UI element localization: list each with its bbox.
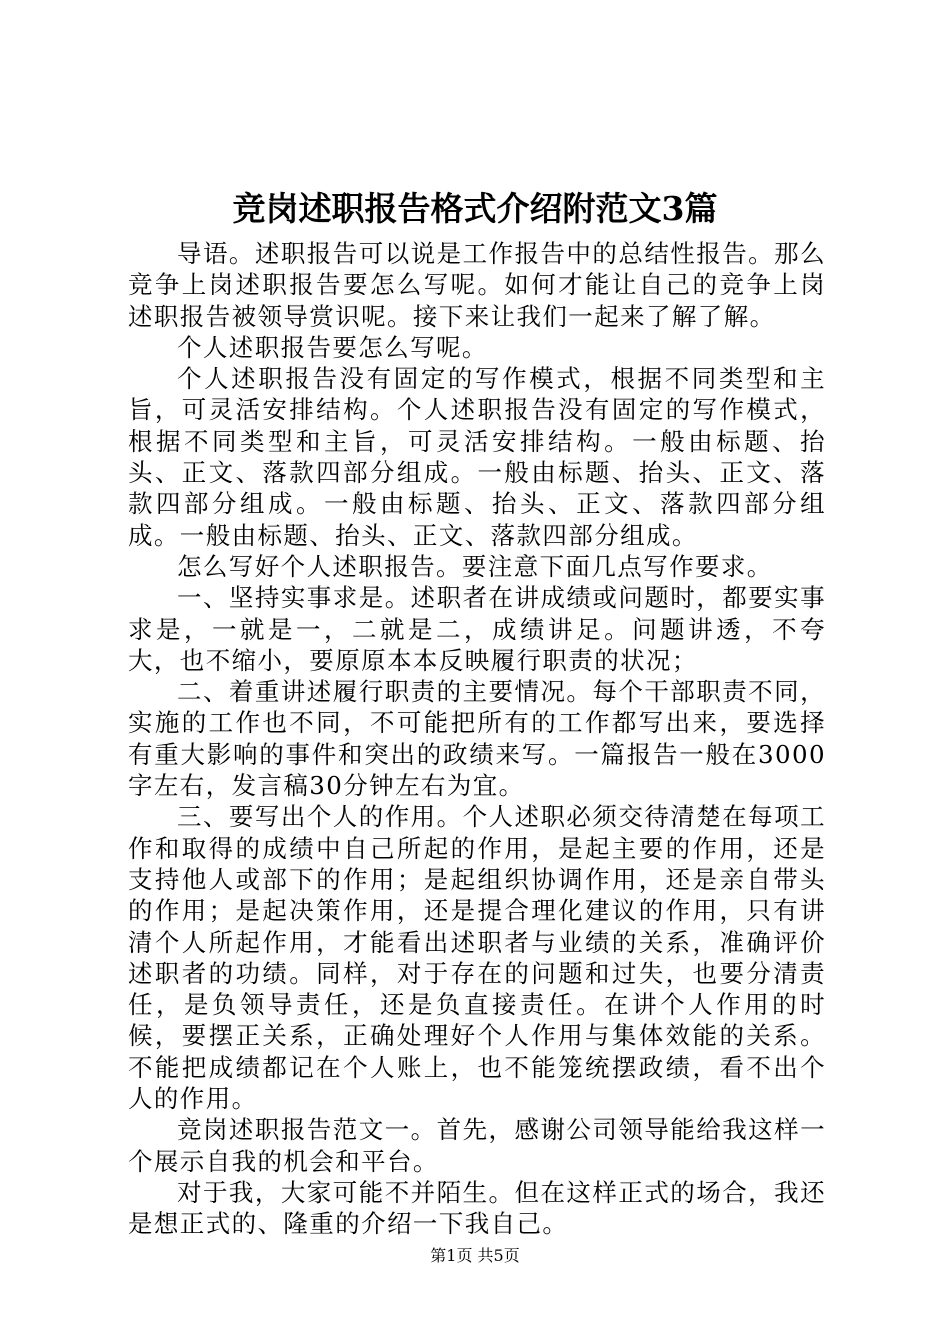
paragraph-intro: 导语。述职报告可以说是工作报告中的总结性报告。那么竞争上岗述职报告要怎么写呢。如何才能让自己的竞争上岗述职报告被领导赏识呢。接下来让我们一起来了解了解。 xyxy=(128,239,826,331)
paragraph-requirements: 怎么写好个人述职报告。要注意下面几点写作要求。 xyxy=(177,551,773,581)
document-title: 竞岗述职报告格式介绍附范文3篇 xyxy=(232,189,718,228)
paragraph-how-to-write: 个人述职报告要怎么写呢。 xyxy=(177,332,488,362)
paragraph-structure: 个人述职报告没有固定的写作模式，根据不同类型和主旨，可灵活安排结构。个人述职报告没有固定的写作模式，根据不同类型和主旨，可灵活安排结构。一般由标题、抬头、正文、落款四部分组成。一般由标题、抬头、正文、落款四部分组成。一般由标题、抬头、正文、落款四部分组成。一般由标题、抬头、正文、落款四部分组成。 xyxy=(128,364,826,550)
paragraph-self-intro: 对于我，大家可能不并陌生。但在这样正式的场合，我还是想正式的、隆重的介绍一下我自己。 xyxy=(128,1177,826,1239)
paragraph-point-two: 二、着重讲述履行职责的主要情况。每个干部职责不同，实施的工作也不同，不可能把所有的工作都写出来，要选择有重大影响的事件和突出的政绩来写。一篇报告一般在3000字左右，发言稿30分钟左右为宜。 xyxy=(128,677,826,801)
paragraph-sample-one: 竞岗述职报告范文一。首先，感谢公司领导能给我这样一个展示自我的机会和平台。 xyxy=(128,1115,826,1176)
paragraph-point-three: 三、要写出个人的作用。个人述职必须交待清楚在每项工作和取得的成绩中自己所起的作用，是起主要的作用，还是支持他人或部下的作用；是起组织协调作用，还是亲自带头的作用；是起决策作用，还是提合理化建议的作用，只有讲清个人所起作用，才能看出述职者与业绩的关系，准确评价述职者的功绩。同样，对于存在的问题和过失，也要分清责任，是负领导责任，还是负直接责任。在讲个人作用的时候，要摆正关系，正确处理好个人作用与集体效能的关系。不能把成绩都记在个人账上，也不能笼统摆政绩，看不出个人的作用。 xyxy=(128,802,826,1114)
page-footer: 第1页 共5页 xyxy=(430,1246,520,1265)
paragraph-point-one: 一、坚持实事求是。述职者在讲成绩或问题时，都要实事求是，一就是一，二就是二，成绩讲足。问题讲透，不夸大，也不缩小，要原原本本反映履行职责的状况； xyxy=(128,583,826,675)
document-body xyxy=(128,238,826,1240)
